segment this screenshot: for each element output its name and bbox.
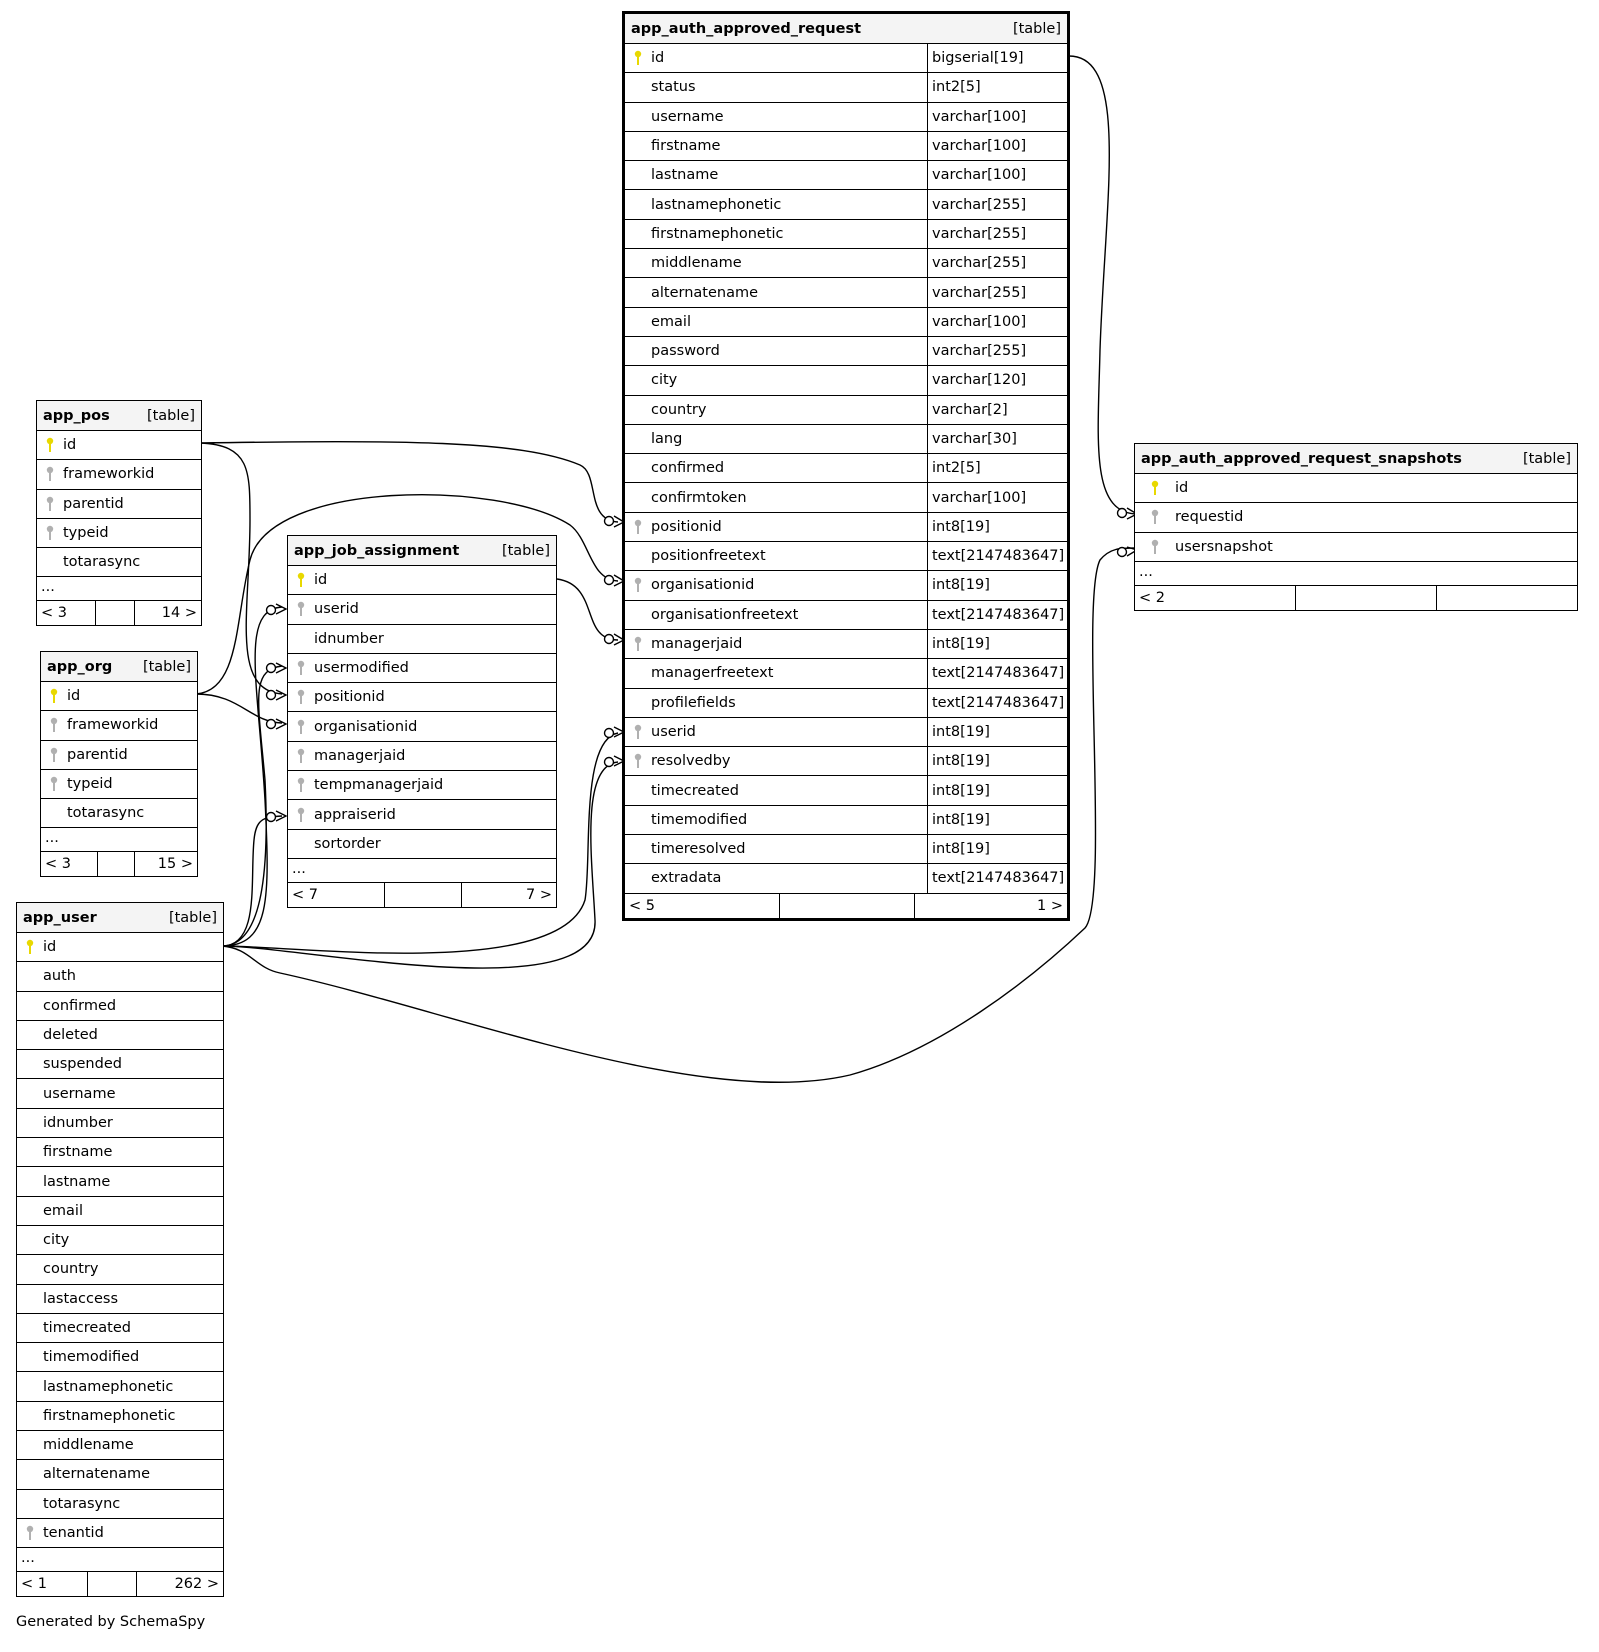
column-row-parentid[interactable] — [41, 741, 197, 770]
table-kind: [table] — [142, 658, 191, 675]
footer-middle — [95, 601, 135, 625]
column-name: lastname — [651, 167, 719, 184]
column-name: positionid — [651, 518, 722, 535]
column-type: int8[19] — [927, 513, 1067, 541]
column-row-username[interactable] — [17, 1079, 223, 1108]
column-row-managerfreetext[interactable] — [625, 659, 1067, 688]
column-row-typeid[interactable] — [41, 770, 197, 799]
column-name: managerjaid — [651, 636, 743, 653]
table-header — [625, 14, 1067, 44]
generated-by-credit: Generated by SchemaSpy — [16, 1614, 206, 1630]
column-row-idnumber[interactable] — [17, 1109, 223, 1138]
table-kind: [table] — [146, 407, 195, 424]
end-job-userid — [267, 604, 287, 615]
footer-children: 262 > — [174, 1576, 219, 1593]
column-type: varchar[255] — [927, 190, 1067, 218]
footer-middle — [87, 1572, 137, 1596]
table-kind: [table] — [1012, 20, 1061, 37]
column-name: confirmed — [651, 460, 725, 477]
column-row-tempmanagerjaid[interactable] — [288, 771, 556, 800]
column-name: city — [43, 1232, 70, 1249]
table-name: app_auth_approved_request — [631, 20, 862, 37]
table-footer — [37, 601, 201, 625]
column-row-lastname[interactable] — [17, 1167, 223, 1196]
footer-parents: < 5 — [629, 897, 655, 914]
column-name: lang — [651, 431, 683, 447]
table-app-org[interactable] — [40, 651, 198, 877]
column-row-totarasync[interactable] — [37, 548, 201, 577]
column-name: id — [43, 939, 57, 956]
column-name: id — [67, 688, 81, 705]
column-row-alternatename[interactable] — [17, 1460, 223, 1489]
column-name: timecreated — [43, 1320, 131, 1336]
table-footer — [17, 1572, 223, 1596]
column-row-id[interactable] — [41, 682, 197, 711]
footer-children: 15 > — [157, 856, 193, 873]
column-row-positionid[interactable] — [625, 513, 1067, 542]
table-header — [37, 401, 201, 431]
column-name: totarasync — [63, 554, 141, 571]
column-type: text[2147483647] — [927, 601, 1067, 629]
column-name: extradata — [651, 870, 722, 887]
column-name: firstname — [651, 138, 721, 155]
foreign-key-icon — [37, 466, 63, 482]
column-name: email — [43, 1202, 83, 1219]
column-name: appraiserid — [314, 806, 396, 823]
column-row-city[interactable] — [625, 366, 1067, 395]
column-name: timeresolved — [651, 841, 746, 858]
primary-key-icon — [37, 437, 63, 453]
more-columns: ... — [41, 828, 197, 852]
column-row-organisationfreetext[interactable] — [625, 601, 1067, 630]
column-row-confirmtoken[interactable] — [625, 483, 1067, 512]
table-app-user[interactable] — [16, 902, 224, 1597]
column-name: frameworkid — [63, 466, 155, 483]
column-type: text[2147483647] — [927, 542, 1067, 570]
column-name: alternatename — [43, 1466, 151, 1483]
column-name: tempmanagerjaid — [314, 777, 444, 794]
table-kind: [table] — [1522, 450, 1571, 467]
foreign-key-icon — [288, 660, 314, 676]
column-type: int8[19] — [927, 630, 1067, 658]
link-user-to-job-usermodified — [222, 666, 282, 946]
column-type: int8[19] — [927, 806, 1067, 834]
foreign-key-icon — [288, 601, 314, 617]
link-pos-to-request-positionid — [200, 442, 618, 522]
column-name: managerjaid — [314, 747, 406, 764]
column-row-organisationid[interactable] — [288, 712, 556, 741]
primary-key-icon — [288, 572, 314, 588]
footer-parents: < 7 — [292, 886, 318, 903]
footer-children — [1437, 586, 1577, 610]
column-row-id[interactable] — [625, 44, 1067, 73]
column-row-organisationid[interactable] — [625, 571, 1067, 600]
column-name: positionfreetext — [651, 548, 766, 565]
column-row-positionfreetext[interactable] — [625, 542, 1067, 571]
column-row-tenantid[interactable] — [17, 1519, 223, 1548]
column-row-middlename[interactable] — [625, 249, 1067, 278]
table-footer — [1135, 586, 1577, 610]
footer-middle — [1295, 586, 1437, 610]
column-row-password[interactable] — [625, 337, 1067, 366]
column-row-firstnamephonetic[interactable] — [625, 220, 1067, 249]
column-name: organisationid — [314, 718, 418, 735]
column-type: varchar[255] — [927, 220, 1067, 248]
column-type: varchar[100] — [927, 103, 1067, 131]
column-row-totarasync[interactable] — [41, 799, 197, 828]
column-row-lastnamephonetic[interactable] — [625, 190, 1067, 219]
column-name: managerfreetext — [651, 665, 774, 682]
column-name: firstname — [43, 1144, 113, 1161]
column-type: int2[5] — [927, 73, 1067, 101]
column-row-appraiserid[interactable] — [288, 800, 556, 829]
column-name: country — [651, 401, 707, 418]
column-row-firstname[interactable] — [17, 1138, 223, 1167]
footer-children: 1 > — [1037, 897, 1063, 914]
footer-children: 14 > — [161, 605, 197, 622]
column-type: int8[19] — [927, 776, 1067, 804]
footer-middle — [384, 883, 462, 907]
column-row-userid[interactable] — [288, 595, 556, 624]
column-row-positionid[interactable] — [288, 683, 556, 712]
column-name: confirmed — [43, 997, 117, 1014]
column-name: timemodified — [651, 811, 748, 828]
column-name: resolvedby — [651, 753, 731, 770]
column-row-userid[interactable] — [625, 718, 1067, 747]
column-row-resolvedby[interactable] — [625, 747, 1067, 776]
column-row-confirmed[interactable] — [625, 454, 1067, 483]
column-name: city — [651, 372, 678, 389]
column-row-lastaccess[interactable] — [17, 1285, 223, 1314]
column-row-frameworkid[interactable] — [41, 711, 197, 740]
column-name: typeid — [67, 776, 113, 793]
column-name: country — [43, 1261, 99, 1278]
column-name: userid — [651, 723, 696, 740]
column-name: username — [651, 108, 724, 125]
table-app-auth-approved-request-snapshots[interactable] — [1134, 443, 1578, 611]
column-name: timecreated — [651, 782, 739, 799]
column-name: positionid — [314, 689, 385, 706]
link-job-to-request-managerjaid — [557, 579, 618, 640]
table-app-pos[interactable] — [36, 400, 202, 626]
column-row-suspended[interactable] — [17, 1050, 223, 1079]
column-row-timecreated[interactable] — [17, 1314, 223, 1343]
table-name: app_user — [23, 909, 97, 926]
column-name: requestid — [1175, 509, 1244, 526]
column-name: lastnamephonetic — [651, 196, 782, 213]
column-name: parentid — [67, 746, 128, 763]
link-request-to-snapshot-requestid — [1069, 56, 1136, 514]
footer-parents: < 3 — [45, 856, 71, 873]
table-footer — [288, 883, 556, 907]
column-name: id — [651, 50, 665, 67]
column-type: int8[19] — [927, 835, 1067, 863]
column-name: username — [43, 1085, 116, 1102]
column-name: firstnamephonetic — [651, 225, 784, 242]
column-row-frameworkid[interactable] — [37, 460, 201, 489]
column-row-country[interactable] — [625, 396, 1067, 425]
foreign-key-icon — [41, 747, 67, 763]
column-row-timeresolved[interactable] — [625, 835, 1067, 864]
column-name: password — [651, 343, 720, 360]
foreign-key-icon — [1135, 539, 1175, 555]
table-app-auth-approved-request[interactable] — [622, 11, 1070, 921]
column-name: parentid — [63, 495, 124, 512]
column-name: middlename — [651, 255, 742, 272]
foreign-key-icon — [288, 719, 314, 735]
column-type: int8[19] — [927, 718, 1067, 746]
table-name: app_job_assignment — [294, 542, 460, 559]
column-name: frameworkid — [67, 717, 159, 734]
foreign-key-icon — [625, 753, 651, 769]
end-job-usermodified — [267, 663, 287, 673]
column-row-managerjaid[interactable] — [625, 630, 1067, 659]
column-name: lastaccess — [43, 1290, 119, 1307]
foreign-key-icon — [625, 519, 651, 535]
column-name: idnumber — [314, 630, 384, 647]
footer-parents: < 1 — [21, 1576, 47, 1593]
column-type: text[2147483647] — [927, 864, 1067, 892]
footer-children: 7 > — [526, 886, 552, 903]
table-header — [288, 536, 556, 566]
column-name: userid — [314, 601, 359, 618]
column-name: lastname — [43, 1173, 111, 1190]
column-type: int8[19] — [927, 571, 1067, 599]
column-type: varchar[100] — [927, 308, 1067, 336]
column-type: text[2147483647] — [927, 689, 1067, 717]
column-row-alternatename[interactable] — [625, 278, 1067, 307]
column-name: lastnamephonetic — [43, 1378, 174, 1395]
column-name: sortorder — [314, 835, 381, 852]
foreign-key-icon — [288, 748, 314, 764]
column-name: email — [651, 313, 691, 330]
column-row-confirmed[interactable] — [17, 992, 223, 1021]
foreign-key-icon — [288, 689, 314, 705]
column-row-timemodified[interactable] — [625, 806, 1067, 835]
primary-key-icon — [41, 688, 67, 704]
footer-parents: < 2 — [1139, 589, 1165, 606]
column-row-idnumber[interactable] — [288, 625, 556, 654]
column-name: usersnapshot — [1175, 538, 1273, 555]
table-header — [17, 903, 223, 933]
column-row-usersnapshot[interactable] — [1135, 533, 1577, 562]
column-name: idnumber — [43, 1114, 113, 1131]
link-pos-to-job-positionid — [200, 443, 282, 694]
column-name: deleted — [43, 1027, 98, 1044]
more-columns: ... — [37, 577, 201, 601]
table-name: app_pos — [43, 407, 110, 424]
column-name: id — [1175, 480, 1189, 497]
column-type: varchar[255] — [927, 337, 1067, 365]
column-name: organisationfreetext — [651, 606, 799, 623]
column-row-email[interactable] — [17, 1197, 223, 1226]
column-type: varchar[255] — [927, 249, 1067, 277]
column-row-id[interactable] — [288, 566, 556, 595]
more-columns: ... — [17, 1548, 223, 1572]
table-header — [1135, 444, 1577, 474]
table-kind: [table] — [501, 542, 550, 559]
foreign-key-icon — [1135, 509, 1175, 525]
column-row-sortorder[interactable] — [288, 830, 556, 859]
foreign-key-icon — [625, 724, 651, 740]
more-columns: ... — [288, 859, 556, 883]
column-name: totarasync — [67, 805, 145, 822]
column-row-lang[interactable] — [625, 425, 1067, 454]
column-row-status[interactable] — [625, 73, 1067, 102]
column-row-firstname[interactable] — [625, 132, 1067, 161]
table-header — [41, 652, 197, 682]
column-row-middlename[interactable] — [17, 1431, 223, 1460]
end-job-positionid — [267, 690, 287, 700]
column-row-typeid[interactable] — [37, 519, 201, 548]
column-type: varchar[100] — [927, 161, 1067, 189]
column-type: varchar[2] — [927, 396, 1067, 424]
table-name: app_org — [47, 658, 113, 675]
table-kind: [table] — [168, 909, 217, 926]
column-type: varchar[100] — [927, 132, 1067, 160]
column-row-firstnamephonetic[interactable] — [17, 1402, 223, 1431]
footer-middle — [97, 852, 135, 876]
column-row-requestid[interactable] — [1135, 503, 1577, 532]
foreign-key-icon — [37, 525, 63, 541]
column-row-country[interactable] — [17, 1255, 223, 1284]
primary-key-icon — [17, 939, 43, 955]
foreign-key-icon — [288, 777, 314, 793]
table-name: app_auth_approved_request_snapshots — [1141, 450, 1462, 467]
column-row-city[interactable] — [17, 1226, 223, 1255]
column-row-extradata[interactable] — [625, 864, 1067, 893]
column-row-usermodified[interactable] — [288, 654, 556, 683]
foreign-key-icon — [625, 636, 651, 652]
table-footer — [625, 894, 1067, 918]
column-name: alternatename — [651, 284, 759, 301]
column-type: varchar[100] — [927, 483, 1067, 511]
table-footer — [41, 852, 197, 876]
column-row-id[interactable] — [1135, 474, 1577, 503]
foreign-key-icon — [41, 776, 67, 792]
link-user-to-job-appraiserid — [222, 816, 282, 946]
column-row-id[interactable] — [37, 431, 201, 460]
foreign-key-icon — [37, 496, 63, 512]
column-name: middlename — [43, 1437, 134, 1454]
column-type: varchar[255] — [927, 278, 1067, 306]
end-job-organisationid — [267, 719, 287, 729]
primary-key-icon — [625, 50, 651, 66]
column-row-deleted[interactable] — [17, 1021, 223, 1050]
column-name: status — [651, 79, 696, 96]
column-type: varchar[120] — [927, 366, 1067, 394]
column-row-managerjaid[interactable] — [288, 742, 556, 771]
column-name: firstnamephonetic — [43, 1407, 176, 1424]
column-name: usermodified — [314, 660, 409, 677]
column-row-timecreated[interactable] — [625, 776, 1067, 805]
column-type: int8[19] — [927, 747, 1067, 775]
footer-parents: < 3 — [41, 605, 67, 622]
column-name: id — [314, 572, 328, 589]
column-name: typeid — [63, 525, 109, 542]
primary-key-icon — [1135, 480, 1175, 496]
column-row-email[interactable] — [625, 308, 1067, 337]
column-name: suspended — [43, 1056, 122, 1073]
column-type: text[2147483647] — [927, 659, 1067, 687]
foreign-key-icon — [625, 577, 651, 593]
column-name: totarasync — [43, 1495, 121, 1512]
column-name: auth — [43, 968, 76, 985]
column-row-id[interactable] — [17, 933, 223, 962]
column-row-parentid[interactable] — [37, 490, 201, 519]
column-row-lastname[interactable] — [625, 161, 1067, 190]
column-name: id — [63, 437, 77, 454]
column-name: tenantid — [43, 1525, 104, 1542]
column-type: varchar[30] — [927, 425, 1067, 453]
foreign-key-icon — [41, 717, 67, 733]
column-type: bigserial[19] — [927, 44, 1067, 72]
column-row-profilefields[interactable] — [625, 689, 1067, 718]
foreign-key-icon — [17, 1525, 43, 1541]
column-row-totarasync[interactable] — [17, 1490, 223, 1519]
column-name: timemodified — [43, 1349, 140, 1366]
column-name: confirmtoken — [651, 489, 747, 506]
column-row-lastnamephonetic[interactable] — [17, 1372, 223, 1401]
column-name: profilefields — [651, 694, 736, 711]
column-type: int2[5] — [927, 454, 1067, 482]
column-row-auth[interactable] — [17, 962, 223, 991]
foreign-key-icon — [288, 807, 314, 823]
column-row-username[interactable] — [625, 103, 1067, 132]
more-columns: ... — [1135, 562, 1577, 586]
column-name: organisationid — [651, 577, 755, 594]
column-row-timemodified[interactable] — [17, 1343, 223, 1372]
footer-middle — [779, 894, 915, 918]
table-app-job-assignment[interactable] — [287, 535, 557, 908]
